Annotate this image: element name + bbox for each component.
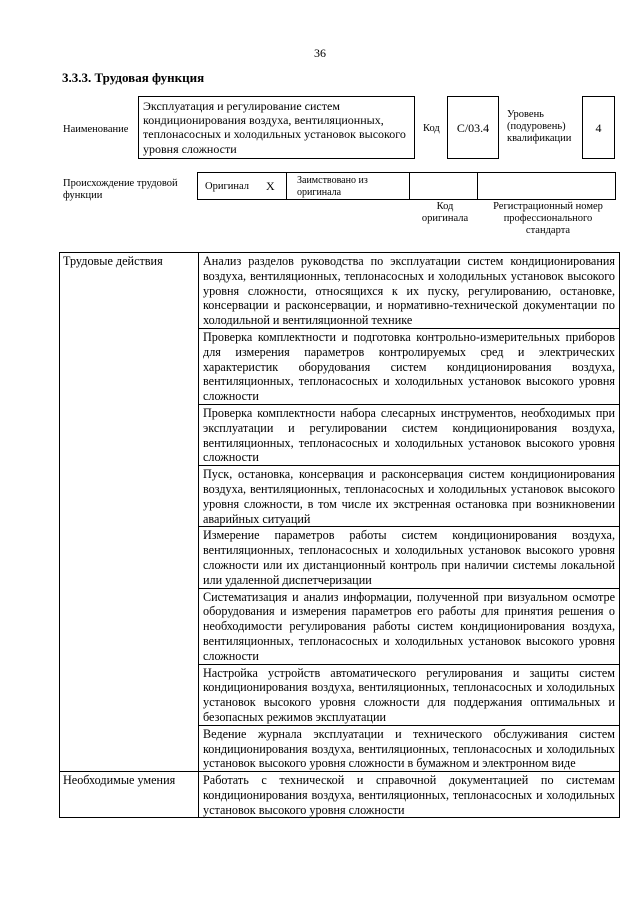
original-code-caption: Код оригинала [421,201,469,224]
labor-action-cell: Пуск, остановка, консервация и расконсервация систем кондиционирования воздуха, вентиляционных, теплонасосных и холодильных установок высокого уровня сложности, в том числе их экстренная остановка при возникновении аварийных ситуаций [199,466,620,527]
labor-action-cell: Ведение журнала эксплуатации и технического обслуживания систем кондиционирования воздуха, вентиляционных, теплонасосных и холодильных установок высокого уровня сложности в бумажном и электронном виде [199,725,620,771]
table-row [60,253,620,329]
code-box [447,96,499,159]
skill-cell: Работать с технической и справочной документацией по системам кондиционирования воздуха, вентиляционных, теплонасосных и холодильных установок высокого уровня сложности [199,772,620,818]
code-value: C/03.4 [456,120,490,135]
original-cell [197,172,287,200]
origin-label: Происхождение трудовой функции [63,178,178,201]
level-label: Уровень (подуровень) квалификации [507,109,572,144]
level-box [582,96,615,159]
code-label: Код [423,123,440,134]
section-title: 3.3.3. Трудовая функция [62,70,205,85]
page-number: 36 [314,46,326,60]
name-label: Наименование [63,124,129,135]
function-name-box [138,96,415,159]
function-name-text: Эксплуатация и регулирование систем кондиционирования воздуха, вентиляционных, теплонасосных и холодильных установок высокого уровня сложности [143,99,406,156]
labor-action-cell: Проверка комплектности и подготовка контрольно-измерительных приборов для измерения параметров контролируемых сред и электрических характеристик оборудования систем кондиционирования воздуха, вентиляционных, теплонасосных и холодильных установок высокого уровня сложности [199,328,620,404]
original-label: Оригинал [205,181,249,192]
original-mark: X [266,179,275,193]
original-code-cell [409,172,478,200]
registration-caption: Регистрационный номер профессионального стандарта [493,201,603,236]
table-row [60,772,620,818]
labor-action-cell: Измерение параметров работы систем кондиционирования воздуха, вентиляционных, теплонасосных и холодильных установок высокого уровня сложности или их дистанционный контроль при наличии системы локальной или удаленной диспетчеризации [199,527,620,588]
level-value: 4 [595,120,602,135]
labor-action-cell: Систематизация и анализ информации, полученной при визуальном осмотре оборудования и измерения параметров его работы для принятия решения о необходимости регулирования работы систем кондиционирования воздуха, вентиляционных, теплонасосных и холодильных установок высокого уровня сложности [199,588,620,664]
labor-action-cell: Проверка комплектности набора слесарных инструментов, необходимых при эксплуатации и регулировании систем кондиционирования воздуха, вентиляционных, теплонасосных и холодильных установок высокого уровня сложности [199,404,620,465]
skills-label: Необходимые умения [60,772,199,818]
labor-action-cell: Настройка устройств автоматического регулирования и защиты систем кондиционирования воздуха, вентиляционных, теплонасосных и холодильных установок высокого уровня сложности для поддержания оптимальных и безопасных режимов эксплуатации [199,664,620,725]
labor-function-table [59,252,620,818]
borrowed-cell [286,172,410,200]
labor-action-cell: Анализ разделов руководства по эксплуатации систем кондиционирования воздуха, вентиляционных, теплонасосных и холодильных установок высокого уровня сложности, относящихся к их пуску, регулированию, остановке, консервации и расконсервации, и нормативно-технической документации по холодильной и вентиляционной технике [199,253,620,329]
borrowed-label: Заимствовано из оригинала [297,175,368,198]
registration-number-cell [477,172,616,200]
labor-actions-label: Трудовые действия [60,253,199,772]
